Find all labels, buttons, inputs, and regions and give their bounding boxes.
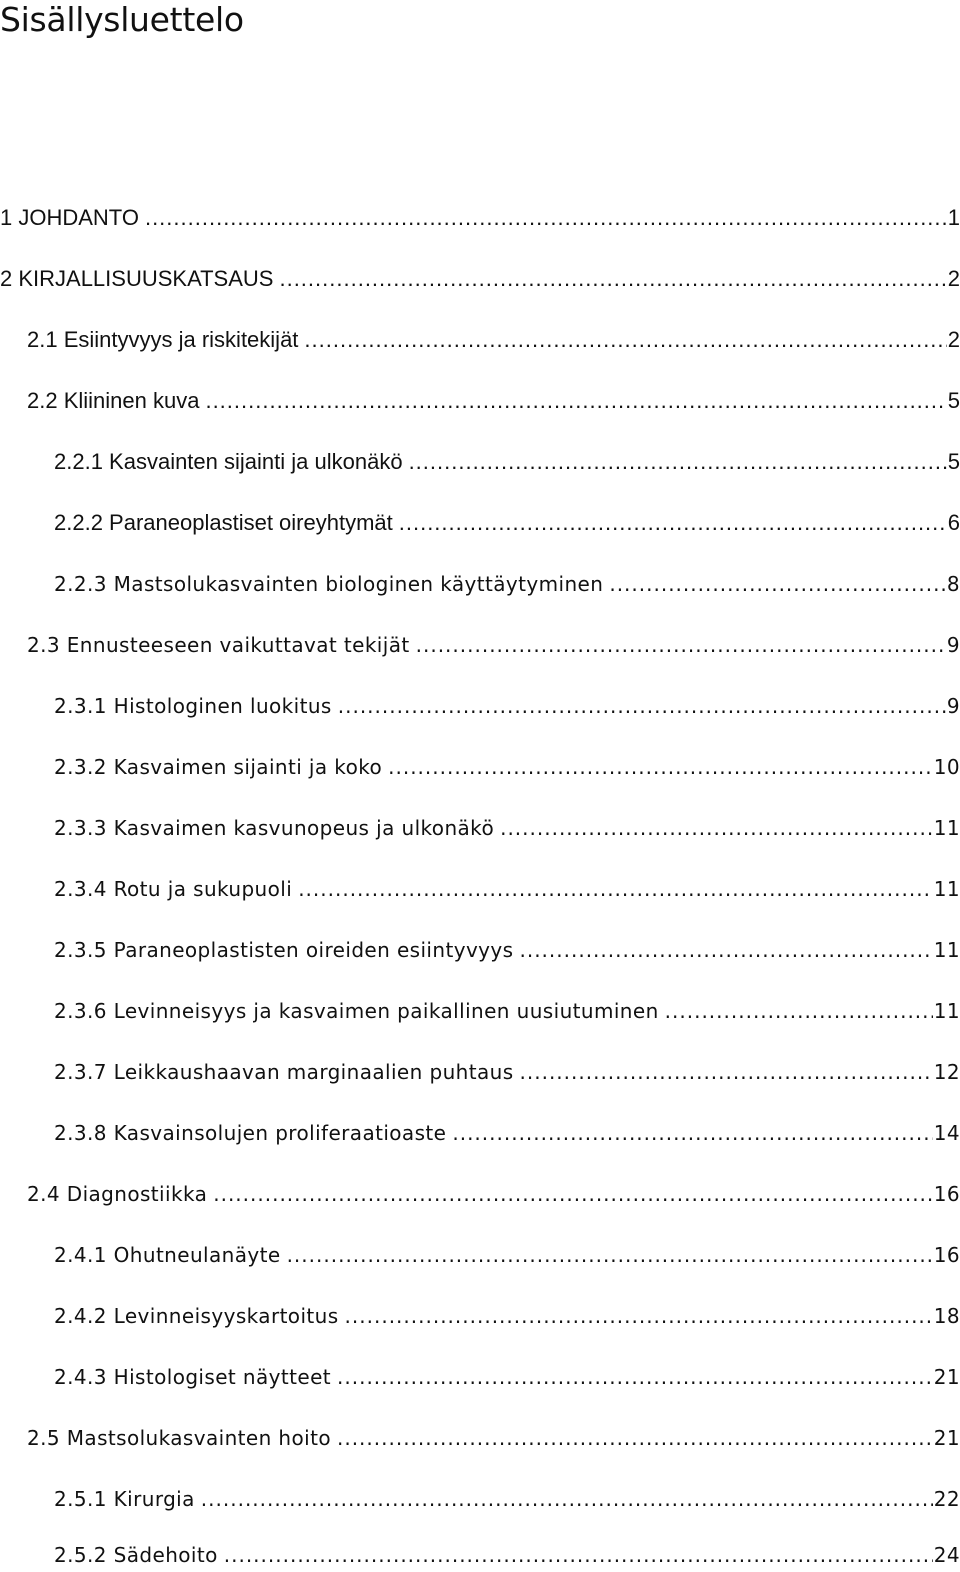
toc-entry[interactable]	[54, 1116, 960, 1150]
toc-entry-label: 2.4 Diagnostiikka	[27, 1182, 208, 1206]
toc-entry-page: 9	[946, 694, 960, 718]
toc-entry-page: 5	[947, 449, 960, 474]
toc-entry-label: 2.2.3 Mastsolukasvainten biologinen käyttäytyminen	[54, 572, 604, 596]
toc-entry[interactable]	[27, 1421, 960, 1455]
toc-entry[interactable]	[54, 811, 960, 845]
toc-entry-page: 9	[946, 633, 960, 657]
toc-entry[interactable]	[54, 872, 960, 906]
toc-entry-page: 2	[947, 266, 960, 291]
dot-leader	[519, 933, 932, 967]
toc-entry-label: 2.4.2 Levinneisyyskartoitus	[54, 1304, 339, 1328]
dot-leader	[337, 1421, 933, 1455]
toc-entry-label: 2.4.3 Histologiset näytteet	[54, 1365, 332, 1389]
toc-entry[interactable]	[54, 1360, 960, 1394]
toc-entry-page: 10	[933, 755, 960, 779]
toc-entry-page: 2	[947, 327, 960, 352]
toc-entry[interactable]	[54, 750, 960, 784]
dot-leader	[224, 1538, 933, 1572]
toc-entry-page: 11	[933, 816, 960, 840]
toc-entry[interactable]	[27, 628, 960, 662]
dot-leader	[500, 811, 933, 845]
dot-leader	[452, 1116, 932, 1150]
toc-entry-label: 2.4.1 Ohutneulanäyte	[54, 1243, 281, 1267]
toc-entry-page: 16	[933, 1182, 960, 1206]
dot-leader	[279, 262, 946, 296]
dot-leader	[338, 689, 946, 723]
toc-entry-page: 16	[933, 1243, 960, 1267]
toc-entry[interactable]	[54, 994, 960, 1028]
toc-entry-label: 2.3.8 Kasvainsolujen proliferaatioaste	[54, 1121, 447, 1145]
dot-leader	[145, 201, 947, 235]
toc-entry-page: 21	[933, 1365, 960, 1389]
toc-entry-page: 14	[933, 1121, 960, 1145]
dot-leader	[201, 1482, 933, 1516]
toc-entry[interactable]	[54, 445, 960, 479]
toc-entry-page: 18	[933, 1304, 960, 1328]
toc-entry-label: 2.3.2 Kasvaimen sijainti ja koko	[54, 755, 383, 779]
toc-entry[interactable]	[27, 384, 960, 418]
dot-leader	[298, 872, 933, 906]
toc-entry[interactable]	[54, 567, 960, 601]
dot-leader	[388, 750, 933, 784]
toc-entry-label: 2.3.4 Rotu ja sukupuoli	[54, 877, 293, 901]
toc-entry[interactable]	[54, 1482, 960, 1516]
toc-entry-label: 2.5.1 Kirurgia	[54, 1487, 195, 1511]
dot-leader	[345, 1299, 933, 1333]
toc-entry-page: 6	[947, 510, 960, 535]
toc-entry-label: 2.2.2 Paraneoplastiset oireyhtymät	[54, 510, 393, 535]
toc-entry-label: 2.3.5 Paraneoplastisten oireiden esiintyvyys	[54, 938, 514, 962]
toc-entry-page: 1	[947, 205, 960, 230]
toc-entry-page: 5	[947, 388, 960, 413]
toc-entry[interactable]	[54, 506, 960, 540]
toc-entry-page: 12	[933, 1060, 960, 1084]
dot-leader	[609, 567, 946, 601]
dot-leader	[304, 323, 946, 357]
dot-leader	[205, 384, 946, 418]
toc-entry[interactable]	[54, 1538, 960, 1572]
toc-entry-label: 2.3.1 Histologinen luokitus	[54, 694, 332, 718]
toc-entry-page: 22	[933, 1487, 960, 1511]
dot-leader	[399, 506, 947, 540]
dot-leader	[213, 1177, 933, 1211]
toc-entry-label: 2.1 Esiintyvyys ja riskitekijät	[27, 327, 299, 352]
toc-entry-label: 1 JOHDANTO	[0, 205, 139, 230]
toc-entry-label: 2.2.1 Kasvainten sijainti ja ulkonäkö	[54, 449, 403, 474]
toc-entry-label: 2.5.2 Sädehoito	[54, 1543, 218, 1567]
toc-entry-label: 2 KIRJALLISUUSKATSAUS	[0, 266, 274, 291]
toc-entry[interactable]	[0, 262, 960, 296]
toc-entry-page: 11	[933, 877, 960, 901]
toc-entry-page: 11	[933, 938, 960, 962]
toc-entry-page: 21	[933, 1426, 960, 1450]
toc-entry-page: 11	[933, 999, 960, 1023]
toc-entry[interactable]	[27, 323, 960, 357]
dot-leader	[416, 628, 946, 662]
toc-entry[interactable]	[54, 689, 960, 723]
page-title: Sisällysluettelo	[0, 0, 244, 39]
toc-entry[interactable]	[54, 1055, 960, 1089]
dot-leader	[337, 1360, 933, 1394]
toc-entry-label: 2.5 Mastsolukasvainten hoito	[27, 1426, 331, 1450]
toc-entry[interactable]	[54, 1299, 960, 1333]
toc-entry[interactable]	[0, 201, 960, 235]
dot-leader	[409, 445, 947, 479]
toc-entry-label: 2.3.3 Kasvaimen kasvunopeus ja ulkonäkö	[54, 816, 495, 840]
toc-entry-label: 2.2 Kliininen kuva	[27, 388, 200, 413]
toc-entry-page: 24	[933, 1543, 960, 1567]
toc-entry[interactable]	[27, 1177, 960, 1211]
dot-leader	[287, 1238, 933, 1272]
dot-leader	[520, 1055, 933, 1089]
toc-entry-label: 2.3.6 Levinneisyys ja kasvaimen paikallinen uusiutuminen	[54, 999, 659, 1023]
toc-entry[interactable]	[54, 933, 960, 967]
toc-entry-label: 2.3.7 Leikkaushaavan marginaalien puhtaus	[54, 1060, 514, 1084]
toc-entry-page: 8	[946, 572, 960, 596]
dot-leader	[665, 994, 933, 1028]
toc-entry-label: 2.3 Ennusteeseen vaikuttavat tekijät	[27, 633, 410, 657]
toc-entry[interactable]	[54, 1238, 960, 1272]
